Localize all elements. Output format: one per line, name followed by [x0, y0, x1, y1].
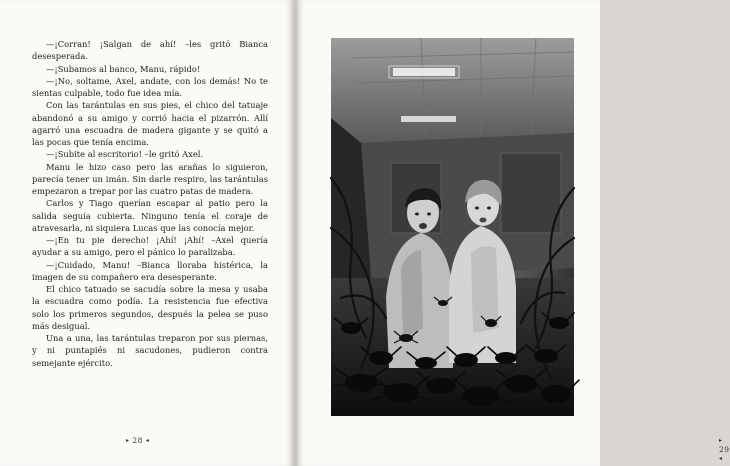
- spider-classroom-illustration: [331, 38, 574, 416]
- paragraph: —¡Subamos al banco, Manu, rápido!: [46, 63, 201, 74]
- paragraph: Manu le hizo caso pero las arañas lo siguieron, parecía tener un imán. Sin darle respiro, las tarántulas empezaron a trepar por las cuatro patas de madera.: [32, 161, 268, 196]
- page-number: 28: [132, 436, 143, 445]
- page-number-left: [126, 436, 149, 445]
- left-page: [0, 0, 293, 466]
- paragraph: —¡Corran! ¡Salgan de ahí! –les gritó Bianca desesperada.: [32, 39, 268, 62]
- page-number: 29: [719, 445, 730, 454]
- folio-arrow-left-icon: ◂: [145, 437, 150, 444]
- folio-arrow-right-icon: ▸: [126, 437, 130, 444]
- paragraph: —¡No, soltame, Axel, andate, con los demás! No te sientas culpable, todo fue idea mía.: [32, 75, 268, 98]
- paragraph: Carlos y Tiago querían escapar al patio pero la salida seguía cubierta. Ninguno tenía el coraje de atravesarla, ni siquiera Lucas que las conocía mejor.: [32, 198, 268, 233]
- paragraph: Con las tarántulas en sus pies, el chico del tatuaje abandonó a su amigo y corrió hacia el pizarrón. Allí agarró una escuadra de madera gigante y se quitó a las pocas que tenía encima.: [32, 100, 268, 147]
- paragraph: —¡Subite al escritorio! –le gritó Axel.: [46, 149, 204, 160]
- paragraph: —¡En tu pie derecho! ¡Ahí! ¡Ahí! –Axel quería ayudar a su amigo, pero el pánico lo paralizaba.: [32, 235, 268, 258]
- folio-arrow-left-icon: ◂: [719, 455, 723, 462]
- story-text: [32, 38, 268, 369]
- paragraph: El chico tatuado se sacudía sobre la mesa y usaba la escuadra como podía. La resistencia fue efectiva solo los primeros segundos, después la pelea se puso más desigual.: [32, 284, 268, 331]
- page-number-right: [719, 436, 730, 463]
- paragraph: —¡Cuidado, Manu! –Bianca lloraba histérica, la imagen de su compañero era desesperante.: [32, 259, 268, 282]
- folio-arrow-right-icon: ▸: [719, 437, 723, 444]
- paragraph: Una a una, las tarántulas treparon por sus piernas, y ni puntapiés ni sacudones, pudieron contra semejante ejército.: [32, 333, 268, 368]
- illustration: [331, 38, 574, 416]
